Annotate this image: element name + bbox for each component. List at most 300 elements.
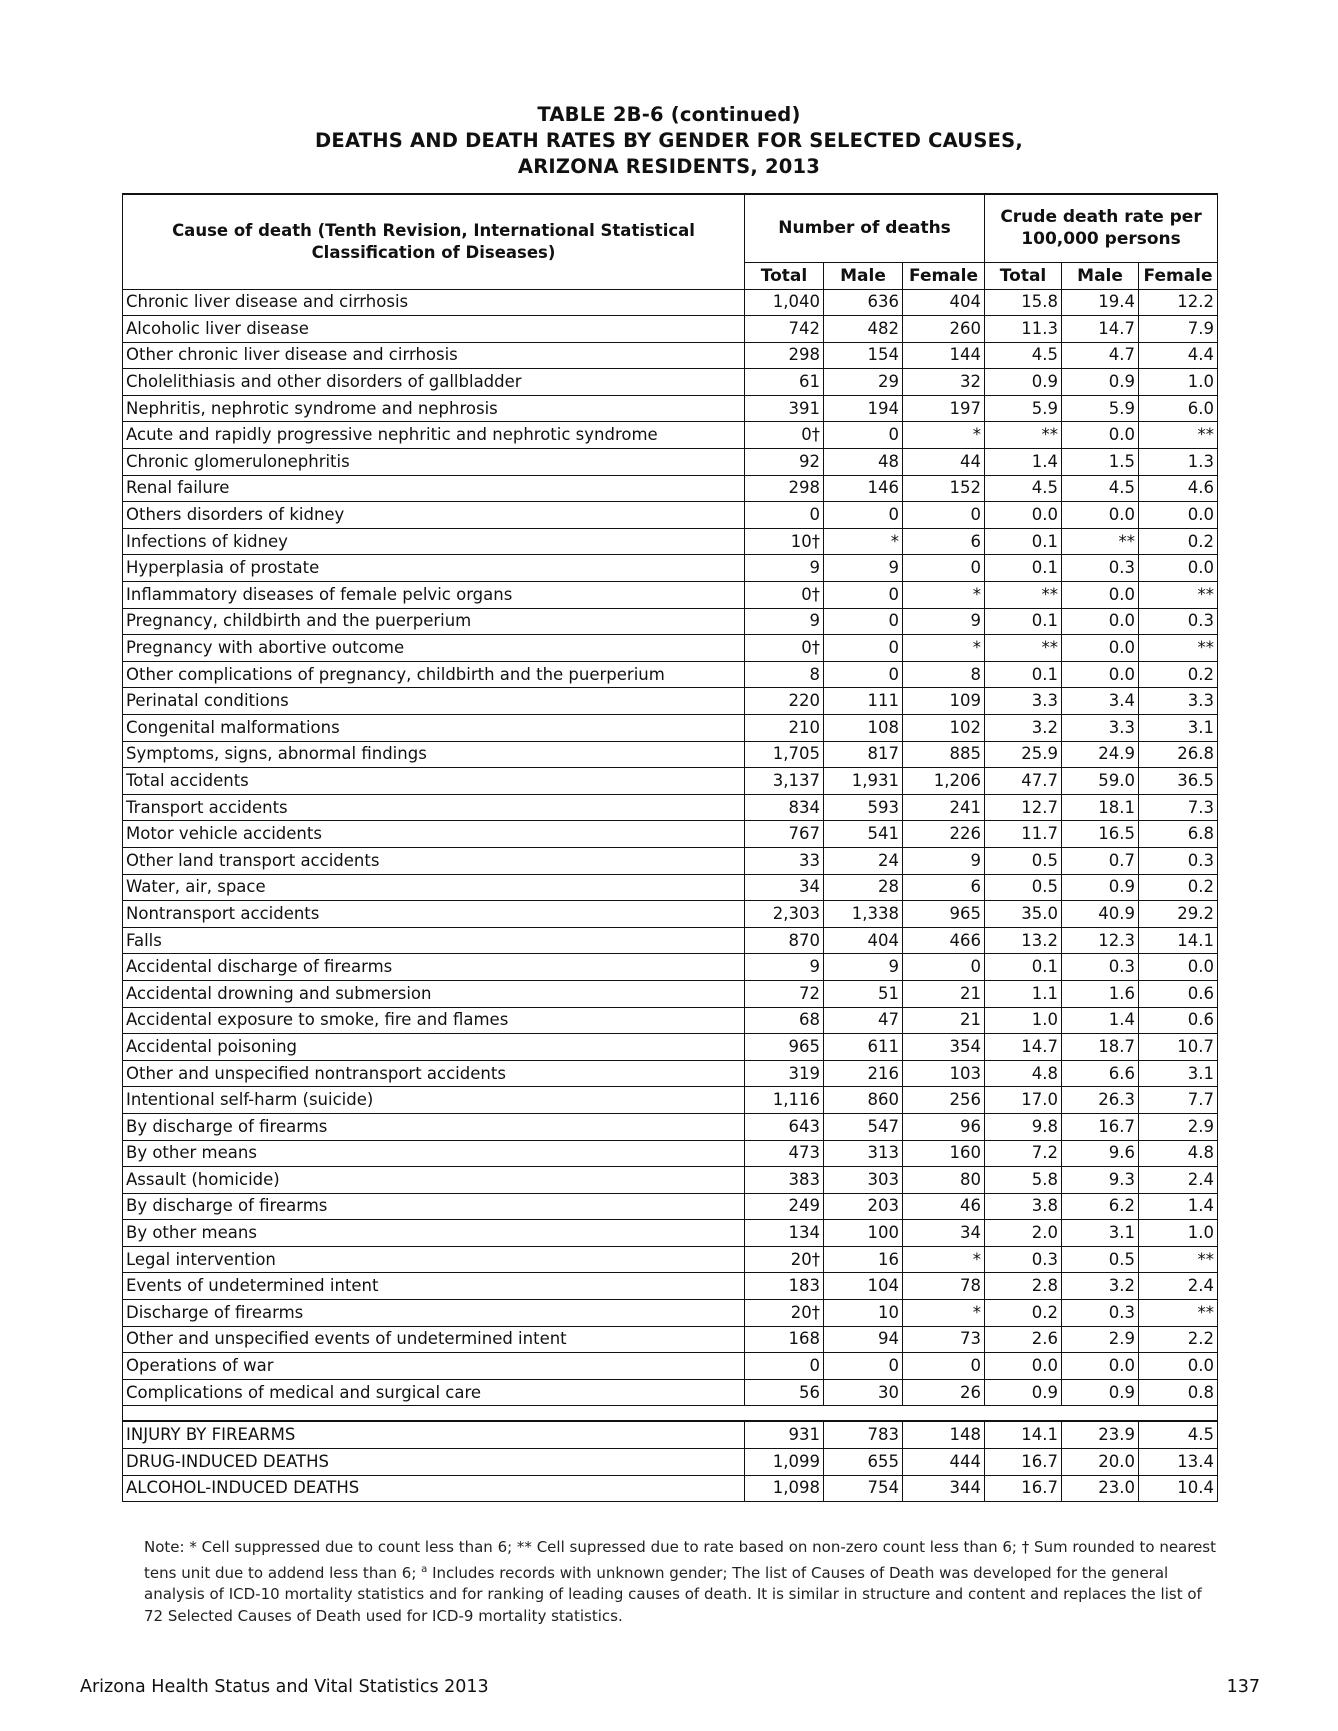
deaths-total-cell: 1,116	[745, 1087, 824, 1114]
deaths-male-cell: 9	[824, 954, 903, 981]
cause-label: Events of undetermined intent	[123, 1273, 745, 1300]
deaths-total-cell: 2,303	[745, 901, 824, 928]
deaths-female-cell: 0	[903, 1353, 985, 1380]
cause-label: By other means	[123, 1140, 745, 1167]
rate-male-cell: 0.0	[1062, 502, 1139, 529]
deaths-female-cell: 344	[903, 1475, 985, 1502]
table-row	[123, 475, 1218, 502]
table-row	[123, 794, 1218, 821]
rate-female-cell: 0.8	[1139, 1379, 1218, 1406]
deaths-male-cell: 30	[824, 1379, 903, 1406]
cause-label: Intentional self-harm (suicide)	[123, 1087, 745, 1114]
deaths-total-cell: 9	[745, 608, 824, 635]
rate-male-cell: 0.3	[1062, 954, 1139, 981]
death-rates-table	[122, 193, 1218, 1502]
rate-total-cell: 0.1	[985, 954, 1062, 981]
deaths-male-cell: 783	[824, 1421, 903, 1448]
rate-female-cell: 1.0	[1139, 369, 1218, 396]
table-spacer-row	[123, 1406, 1218, 1422]
deaths-male-cell: 0	[824, 661, 903, 688]
table-row	[123, 821, 1218, 848]
rate-male-cell: 0.9	[1062, 874, 1139, 901]
deaths-total-cell: 249	[745, 1193, 824, 1220]
rate-female-cell: 2.9	[1139, 1113, 1218, 1140]
rate-total-cell: 2.8	[985, 1273, 1062, 1300]
rate-female-cell: 0.6	[1139, 980, 1218, 1007]
deaths-male-cell: 860	[824, 1087, 903, 1114]
cause-label: Perinatal conditions	[123, 688, 745, 715]
rate-female-cell: 0.6	[1139, 1007, 1218, 1034]
rate-female-cell: 0.0	[1139, 555, 1218, 582]
rate-total-cell: 17.0	[985, 1087, 1062, 1114]
deaths-male-cell: 29	[824, 369, 903, 396]
rate-female-cell: 6.0	[1139, 395, 1218, 422]
rate-male-cell: 0.9	[1062, 369, 1139, 396]
rate-total-cell: 15.8	[985, 289, 1062, 316]
rate-female-cell: 1.4	[1139, 1193, 1218, 1220]
rate-male-cell: 0.3	[1062, 1300, 1139, 1327]
rate-female-cell: **	[1139, 582, 1218, 609]
rate-male-cell: 20.0	[1062, 1449, 1139, 1476]
deaths-male-cell: 0	[824, 502, 903, 529]
deaths-total-cell: 931	[745, 1421, 824, 1448]
deaths-total-cell: 92	[745, 449, 824, 476]
rate-female-cell: 14.1	[1139, 927, 1218, 954]
table-row	[123, 449, 1218, 476]
rate-female-cell: 0.2	[1139, 874, 1218, 901]
table-row	[123, 874, 1218, 901]
deaths-total-cell: 10†	[745, 528, 824, 555]
deaths-male-cell: 0	[824, 608, 903, 635]
cause-label: Hyperplasia of prostate	[123, 555, 745, 582]
table-row	[123, 927, 1218, 954]
crude-death-rate-header: Crude death rate per 100,000 persons	[985, 194, 1218, 262]
deaths-female-cell: 260	[903, 316, 985, 343]
cause-label: Pregnancy, childbirth and the puerperium	[123, 608, 745, 635]
cause-label: Accidental exposure to smoke, fire and flames	[123, 1007, 745, 1034]
rate-total-cell: 4.5	[985, 475, 1062, 502]
deaths-female-cell: 160	[903, 1140, 985, 1167]
rate-male-cell: 9.6	[1062, 1140, 1139, 1167]
rate-total-cell: 16.7	[985, 1449, 1062, 1476]
deaths-total-cell: 61	[745, 369, 824, 396]
rate-total-cell: 0.0	[985, 1353, 1062, 1380]
cause-label: Alcoholic liver disease	[123, 316, 745, 343]
rate-female-header: Female	[1139, 262, 1218, 289]
rate-male-cell: 40.9	[1062, 901, 1139, 928]
table-row	[123, 1193, 1218, 1220]
rate-male-header: Male	[1062, 262, 1139, 289]
table-row	[123, 1087, 1218, 1114]
rate-total-cell: 16.7	[985, 1475, 1062, 1502]
rate-female-cell: 10.4	[1139, 1475, 1218, 1502]
deaths-male-cell: 48	[824, 449, 903, 476]
rate-male-cell: 12.3	[1062, 927, 1139, 954]
rate-male-cell: 59.0	[1062, 768, 1139, 795]
rate-total-cell: 12.7	[985, 794, 1062, 821]
footnote-text-part2: Includes records with unknown gender; The list of Causes of Death was developed for the general analysis of ICD-10 mortality statistics and for ranking of leading causes of death. It is similar in structure and content and replaces the list of 72 Selected Causes of Death used for ICD-9 mortality statistics.	[144, 1563, 1202, 1625]
cause-label: Chronic liver disease and cirrhosis	[123, 289, 745, 316]
deaths-male-cell: 313	[824, 1140, 903, 1167]
cause-label: Falls	[123, 927, 745, 954]
deaths-female-cell: *	[903, 582, 985, 609]
deaths-total-cell: 34	[745, 874, 824, 901]
table-title-line3: ARIZONA RESIDENTS, 2013	[517, 155, 821, 178]
cause-label: Legal intervention	[123, 1246, 745, 1273]
cause-label: Accidental discharge of firearms	[123, 954, 745, 981]
cause-label: Other and unspecified nontransport accidents	[123, 1060, 745, 1087]
deaths-male-cell: 108	[824, 715, 903, 742]
deaths-male-cell: 216	[824, 1060, 903, 1087]
deaths-female-cell: 1,206	[903, 768, 985, 795]
rate-female-cell: 7.3	[1139, 794, 1218, 821]
table-row	[123, 661, 1218, 688]
deaths-female-cell: 354	[903, 1034, 985, 1061]
table-row	[123, 688, 1218, 715]
rate-total-cell: 9.8	[985, 1113, 1062, 1140]
spacer-cell	[123, 1406, 1218, 1422]
table-title-line2: DEATHS AND DEATH RATES BY GENDER FOR SELECTED CAUSES,	[315, 129, 1023, 152]
rate-male-cell: **	[1062, 528, 1139, 555]
cause-label: Pregnancy with abortive outcome	[123, 635, 745, 662]
table-row	[123, 608, 1218, 635]
cause-label: Other and unspecified events of undetermined intent	[123, 1326, 745, 1353]
rate-female-cell: 4.8	[1139, 1140, 1218, 1167]
rate-male-cell: 0.0	[1062, 422, 1139, 449]
rate-female-cell: 10.7	[1139, 1034, 1218, 1061]
table-row	[123, 1060, 1218, 1087]
deaths-female-cell: 241	[903, 794, 985, 821]
rate-female-cell: 3.3	[1139, 688, 1218, 715]
deaths-female-cell: 0	[903, 954, 985, 981]
table-row	[123, 342, 1218, 369]
table-row	[123, 1246, 1218, 1273]
rate-female-cell: 7.7	[1139, 1087, 1218, 1114]
deaths-female-cell: 226	[903, 821, 985, 848]
rate-male-cell: 0.0	[1062, 1353, 1139, 1380]
deaths-female-cell: 103	[903, 1060, 985, 1087]
deaths-female-cell: *	[903, 635, 985, 662]
deaths-female-cell: 80	[903, 1167, 985, 1194]
cause-label: Cholelithiasis and other disorders of gallbladder	[123, 369, 745, 396]
rate-total-cell: 0.9	[985, 369, 1062, 396]
cause-label: Assault (homicide)	[123, 1167, 745, 1194]
deaths-male-cell: 203	[824, 1193, 903, 1220]
rate-total-cell: 4.5	[985, 342, 1062, 369]
deaths-male-cell: *	[824, 528, 903, 555]
rate-male-cell: 16.7	[1062, 1113, 1139, 1140]
table-row	[123, 316, 1218, 343]
rate-total-cell: 5.8	[985, 1167, 1062, 1194]
rate-total-cell: 0.3	[985, 1246, 1062, 1273]
rate-female-cell: 2.2	[1139, 1326, 1218, 1353]
rate-total-cell: 3.2	[985, 715, 1062, 742]
rate-male-cell: 0.0	[1062, 608, 1139, 635]
rate-female-cell: 36.5	[1139, 768, 1218, 795]
cause-label: Accidental drowning and submersion	[123, 980, 745, 1007]
cause-label: Operations of war	[123, 1353, 745, 1380]
cause-label: By other means	[123, 1220, 745, 1247]
deaths-female-cell: 34	[903, 1220, 985, 1247]
deaths-male-header: Male	[824, 262, 903, 289]
rate-male-cell: 3.2	[1062, 1273, 1139, 1300]
deaths-male-cell: 24	[824, 847, 903, 874]
rate-total-cell: 0.5	[985, 847, 1062, 874]
rate-male-cell: 3.3	[1062, 715, 1139, 742]
rate-female-cell: 4.4	[1139, 342, 1218, 369]
rate-total-cell: 14.7	[985, 1034, 1062, 1061]
table-row	[123, 369, 1218, 396]
rate-male-cell: 0.0	[1062, 635, 1139, 662]
footnote	[144, 1537, 1219, 1627]
deaths-total-cell: 210	[745, 715, 824, 742]
footnote-superscript: a	[421, 1563, 428, 1575]
deaths-total-cell: 168	[745, 1326, 824, 1353]
rate-total-cell: 11.7	[985, 821, 1062, 848]
rate-total-cell: 1.1	[985, 980, 1062, 1007]
rate-total-cell: 3.8	[985, 1193, 1062, 1220]
rate-female-cell: **	[1139, 1300, 1218, 1327]
deaths-male-cell: 611	[824, 1034, 903, 1061]
deaths-male-cell: 94	[824, 1326, 903, 1353]
deaths-total-cell: 9	[745, 954, 824, 981]
deaths-male-cell: 303	[824, 1167, 903, 1194]
rate-male-cell: 0.0	[1062, 582, 1139, 609]
cause-label: ALCOHOL-INDUCED DEATHS	[123, 1475, 745, 1502]
deaths-total-cell: 834	[745, 794, 824, 821]
cause-label: Renal failure	[123, 475, 745, 502]
rate-female-cell: **	[1139, 422, 1218, 449]
deaths-female-cell: 0	[903, 502, 985, 529]
deaths-total-cell: 20†	[745, 1300, 824, 1327]
deaths-male-cell: 154	[824, 342, 903, 369]
rate-total-cell: 0.0	[985, 502, 1062, 529]
deaths-female-cell: 466	[903, 927, 985, 954]
table-row	[123, 1475, 1218, 1502]
rate-male-cell: 23.9	[1062, 1421, 1139, 1448]
deaths-total-cell: 0	[745, 1353, 824, 1380]
cause-label: Complications of medical and surgical care	[123, 1379, 745, 1406]
rate-total-cell: 0.1	[985, 608, 1062, 635]
rate-female-cell: 0.2	[1139, 661, 1218, 688]
deaths-female-cell: 21	[903, 980, 985, 1007]
cause-label: Other complications of pregnancy, childbirth and the puerperium	[123, 661, 745, 688]
rate-total-cell: 0.1	[985, 555, 1062, 582]
deaths-total-cell: 965	[745, 1034, 824, 1061]
rate-total-cell: 25.9	[985, 741, 1062, 768]
rate-male-cell: 0.9	[1062, 1379, 1139, 1406]
deaths-total-cell: 56	[745, 1379, 824, 1406]
rate-male-cell: 18.7	[1062, 1034, 1139, 1061]
deaths-male-cell: 47	[824, 1007, 903, 1034]
rate-total-cell: 0.9	[985, 1379, 1062, 1406]
table-row	[123, 422, 1218, 449]
rate-female-cell: 1.3	[1139, 449, 1218, 476]
rate-female-cell: 3.1	[1139, 1060, 1218, 1087]
rate-female-cell: 29.2	[1139, 901, 1218, 928]
deaths-female-cell: *	[903, 1246, 985, 1273]
rate-male-cell: 0.5	[1062, 1246, 1139, 1273]
deaths-female-cell: 152	[903, 475, 985, 502]
cause-label: Nephritis, nephrotic syndrome and nephrosis	[123, 395, 745, 422]
rate-male-cell: 5.9	[1062, 395, 1139, 422]
cause-label: Chronic glomerulonephritis	[123, 449, 745, 476]
rate-female-cell: 0.3	[1139, 608, 1218, 635]
cause-label: By discharge of firearms	[123, 1113, 745, 1140]
table-row	[123, 528, 1218, 555]
rate-female-cell: 2.4	[1139, 1273, 1218, 1300]
deaths-total-cell: 220	[745, 688, 824, 715]
deaths-male-cell: 111	[824, 688, 903, 715]
table-row	[123, 1379, 1218, 1406]
cause-label: Accidental poisoning	[123, 1034, 745, 1061]
publication-footer: Arizona Health Status and Vital Statistics 2013	[80, 1677, 489, 1697]
rate-total-cell: 1.4	[985, 449, 1062, 476]
deaths-male-cell: 541	[824, 821, 903, 848]
rate-male-cell: 26.3	[1062, 1087, 1139, 1114]
deaths-female-cell: 6	[903, 874, 985, 901]
deaths-male-cell: 0	[824, 582, 903, 609]
rate-male-cell: 0.7	[1062, 847, 1139, 874]
cause-label: Total accidents	[123, 768, 745, 795]
deaths-total-cell: 1,098	[745, 1475, 824, 1502]
deaths-male-cell: 482	[824, 316, 903, 343]
deaths-total-cell: 742	[745, 316, 824, 343]
cause-label: Symptoms, signs, abnormal findings	[123, 741, 745, 768]
deaths-male-cell: 51	[824, 980, 903, 1007]
rate-total-cell: 47.7	[985, 768, 1062, 795]
deaths-female-cell: 9	[903, 608, 985, 635]
deaths-male-cell: 104	[824, 1273, 903, 1300]
table-row	[123, 1034, 1218, 1061]
deaths-total-cell: 33	[745, 847, 824, 874]
deaths-total-cell: 9	[745, 555, 824, 582]
rate-total-cell: 3.3	[985, 688, 1062, 715]
rate-female-cell: 13.4	[1139, 1449, 1218, 1476]
rate-male-cell: 2.9	[1062, 1326, 1139, 1353]
deaths-male-cell: 655	[824, 1449, 903, 1476]
deaths-female-cell: 96	[903, 1113, 985, 1140]
cause-label: Other land transport accidents	[123, 847, 745, 874]
deaths-female-cell: 256	[903, 1087, 985, 1114]
rate-total-cell: **	[985, 422, 1062, 449]
rate-total-cell: 2.6	[985, 1326, 1062, 1353]
rate-male-cell: 24.9	[1062, 741, 1139, 768]
deaths-total-cell: 183	[745, 1273, 824, 1300]
deaths-female-cell: 32	[903, 369, 985, 396]
rate-male-cell: 1.5	[1062, 449, 1139, 476]
deaths-total-cell: 298	[745, 475, 824, 502]
deaths-female-cell: 0	[903, 555, 985, 582]
deaths-female-cell: 197	[903, 395, 985, 422]
rate-total-cell: 0.2	[985, 1300, 1062, 1327]
rate-total-cell: **	[985, 635, 1062, 662]
rate-female-cell: 7.9	[1139, 316, 1218, 343]
deaths-female-cell: 965	[903, 901, 985, 928]
deaths-total-cell: 1,099	[745, 1449, 824, 1476]
deaths-total-cell: 8	[745, 661, 824, 688]
deaths-male-cell: 547	[824, 1113, 903, 1140]
deaths-female-header: Female	[903, 262, 985, 289]
table-row	[123, 1007, 1218, 1034]
table-row	[123, 847, 1218, 874]
deaths-male-cell: 9	[824, 555, 903, 582]
deaths-male-cell: 28	[824, 874, 903, 901]
rate-total-cell: 4.8	[985, 1060, 1062, 1087]
table-row	[123, 289, 1218, 316]
cause-label: Congenital malformations	[123, 715, 745, 742]
cause-label: Acute and rapidly progressive nephritic and nephrotic syndrome	[123, 422, 745, 449]
deaths-male-cell: 817	[824, 741, 903, 768]
deaths-total-cell: 68	[745, 1007, 824, 1034]
rate-female-cell: 1.0	[1139, 1220, 1218, 1247]
cause-label: By discharge of firearms	[123, 1193, 745, 1220]
deaths-female-cell: 8	[903, 661, 985, 688]
table-row	[123, 1273, 1218, 1300]
deaths-total-cell: 870	[745, 927, 824, 954]
rate-total-cell: 1.0	[985, 1007, 1062, 1034]
cause-label: Infections of kidney	[123, 528, 745, 555]
rate-female-cell: 0.3	[1139, 847, 1218, 874]
cause-label: Nontransport accidents	[123, 901, 745, 928]
rate-female-cell: 0.0	[1139, 502, 1218, 529]
table-row	[123, 1220, 1218, 1247]
table-row	[123, 582, 1218, 609]
deaths-female-cell: 9	[903, 847, 985, 874]
deaths-female-cell: 73	[903, 1326, 985, 1353]
deaths-total-cell: 3,137	[745, 768, 824, 795]
deaths-total-cell: 1,040	[745, 289, 824, 316]
deaths-female-cell: 26	[903, 1379, 985, 1406]
deaths-male-cell: 593	[824, 794, 903, 821]
deaths-total-cell: 134	[745, 1220, 824, 1247]
table-row	[123, 741, 1218, 768]
table-row	[123, 395, 1218, 422]
rate-male-cell: 4.7	[1062, 342, 1139, 369]
table-row	[123, 954, 1218, 981]
rate-total-header: Total	[985, 262, 1062, 289]
deaths-male-cell: 404	[824, 927, 903, 954]
table-title-block	[0, 102, 1338, 180]
rate-male-cell: 14.7	[1062, 316, 1139, 343]
table-title-line1: TABLE 2B-6 (continued)	[537, 103, 801, 126]
table-row	[123, 980, 1218, 1007]
deaths-male-cell: 0	[824, 1353, 903, 1380]
rate-female-cell: **	[1139, 635, 1218, 662]
table-row	[123, 1140, 1218, 1167]
rate-total-cell: 35.0	[985, 901, 1062, 928]
table-row	[123, 1167, 1218, 1194]
rate-female-cell: 4.6	[1139, 475, 1218, 502]
rate-total-cell: 11.3	[985, 316, 1062, 343]
rate-male-cell: 3.1	[1062, 1220, 1139, 1247]
table-row	[123, 1449, 1218, 1476]
rate-female-cell: **	[1139, 1246, 1218, 1273]
deaths-male-cell: 1,338	[824, 901, 903, 928]
deaths-total-cell: 1,705	[745, 741, 824, 768]
table-row	[123, 901, 1218, 928]
table-row	[123, 1113, 1218, 1140]
cause-label: Others disorders of kidney	[123, 502, 745, 529]
deaths-total-cell: 643	[745, 1113, 824, 1140]
deaths-male-cell: 146	[824, 475, 903, 502]
rate-male-cell: 19.4	[1062, 289, 1139, 316]
rate-male-cell: 18.1	[1062, 794, 1139, 821]
deaths-female-cell: 102	[903, 715, 985, 742]
cause-label: Water, air, space	[123, 874, 745, 901]
number-of-deaths-header: Number of deaths	[745, 194, 985, 262]
cause-label: DRUG-INDUCED DEATHS	[123, 1449, 745, 1476]
